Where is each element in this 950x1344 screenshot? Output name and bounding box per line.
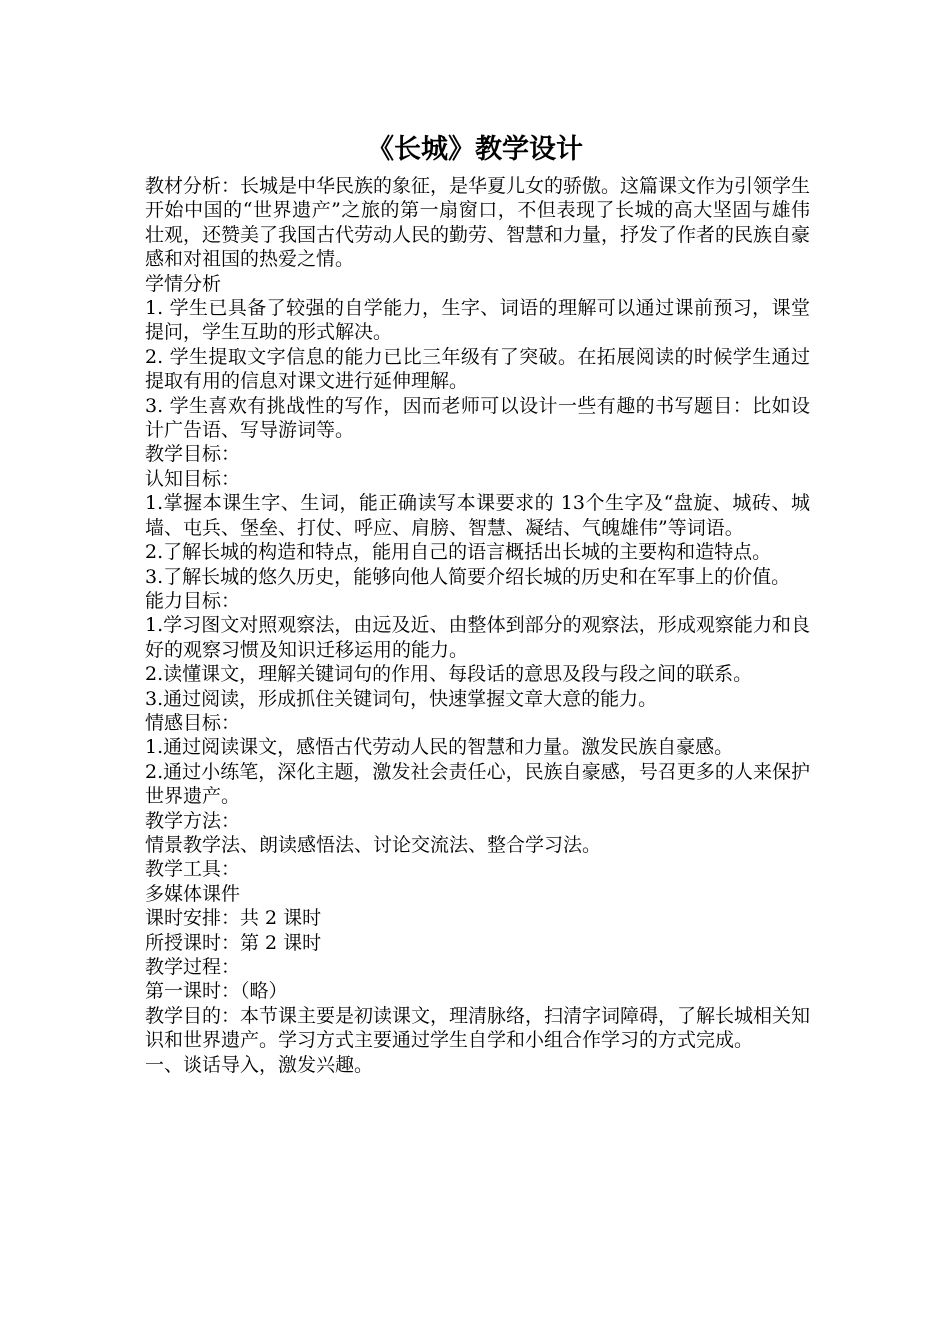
paragraph-ability-goal-2: 2.读懂课文，理解关键词句的作用、每段话的意思及段与段之间的联系。	[145, 663, 753, 686]
heading-teaching-process: 教学过程：	[145, 956, 241, 978]
paragraph-teaching-tools: 多媒体课件	[145, 882, 241, 905]
heading-ability-goals: 能力目标：	[145, 589, 241, 612]
heading-teaching-methods: 教学方法：	[145, 809, 241, 832]
paragraph-ability-goal-3: 3.通过阅读，形成抓住关键词句，快速掌握文章大意的能力。	[145, 687, 658, 710]
paragraph-teaching-methods: 情景教学法、朗读感悟法、讨论交流法、整合学习法。	[145, 833, 602, 856]
paragraph-teaching-purpose: 教学目的：本节课主要是初读课文，理清脉络，扫清字词障碍，了解长城相关知识和世界遗产。学习方式主要通过学生自学和小组合作学习的方式完成。	[145, 1004, 811, 1052]
paragraph-first-lesson: 第一课时：（略）	[145, 980, 288, 1003]
paragraph-student-analysis-2: 2. 学生提取文字信息的能力已比三年级有了突破。在拓展阅读的时候学生通过提取有用的信息对课文进行延伸理解。	[145, 345, 810, 393]
heading-teaching-goals: 教学目标：	[145, 443, 241, 466]
heading-teaching-tools: 教学工具：	[145, 858, 241, 881]
paragraph-cognitive-goal-2: 2.了解长城的构造和特点，能用自己的语言概括出长城的主要构和造特点。	[145, 541, 772, 564]
heading-cognitive-goals: 认知目标：	[145, 467, 241, 490]
document-body	[145, 174, 810, 1077]
heading-student-analysis: 学情分析	[145, 272, 222, 295]
paragraph-current-lesson: 所授课时：第 2 课时	[145, 931, 322, 954]
heading-emotional-goals: 情感目标：	[145, 711, 241, 734]
paragraph-cognitive-goal-1: 1.掌握本课生字、生词，能正确读写本课要求的 13个生字及“盘旋、城砖、城墙、屯兵、堡垒、打仗、呼应、肩膀、智慧、凝结、气魄雄伟”等词语。	[145, 492, 810, 539]
paragraph-section-one: 一、谈话导入，激发兴趣。	[145, 1053, 374, 1076]
document-title: 《长城》教学设计	[367, 134, 583, 165]
paragraph-cognitive-goal-3: 3.了解长城的悠久历史，能够向他人简要介绍长城的历史和在军事上的价值。	[145, 565, 791, 588]
paragraph-student-analysis-3: 3. 学生喜欢有挑战性的写作，因而老师可以设计一些有趣的书写题目：比如设计广告语、写导游词等。	[145, 394, 810, 442]
paragraph-lesson-schedule: 课时安排：共 2 课时	[145, 907, 322, 930]
paragraph-emotional-goal-2: 2.通过小练笔，深化主题，激发社会责任心，民族自豪感，号召更多的人来保护世界遗产。	[145, 760, 810, 808]
paragraph-student-analysis-1: 1. 学生已具备了较强的自学能力，生字、词语的理解可以通过课前预习，课堂提问，学生互助的形式解决。	[145, 297, 810, 344]
paragraph-ability-goal-1: 1.学习图文对照观察法，由远及近、由整体到部分的观察法，形成观察能力和良好的观察习惯及知识迁移运用的能力。	[145, 614, 810, 661]
paragraph-emotional-goal-1: 1.通过阅读课文，感悟古代劳动人民的智慧和力量。激发民族自豪感。	[145, 736, 734, 759]
paragraph-material-analysis: 教材分析：长城是中华民族的象征，是华夏儿女的骄傲。这篇课文作为引领学生开始中国的“世界遗产”之旅的第一扇窗口，不但表现了长城的高大坚固与雄伟壮观，还赞美了我国古代劳动人民的勤劳、智慧和力量，抒发了作者的民族自豪感和对祖国的热爱之情。	[145, 175, 811, 271]
